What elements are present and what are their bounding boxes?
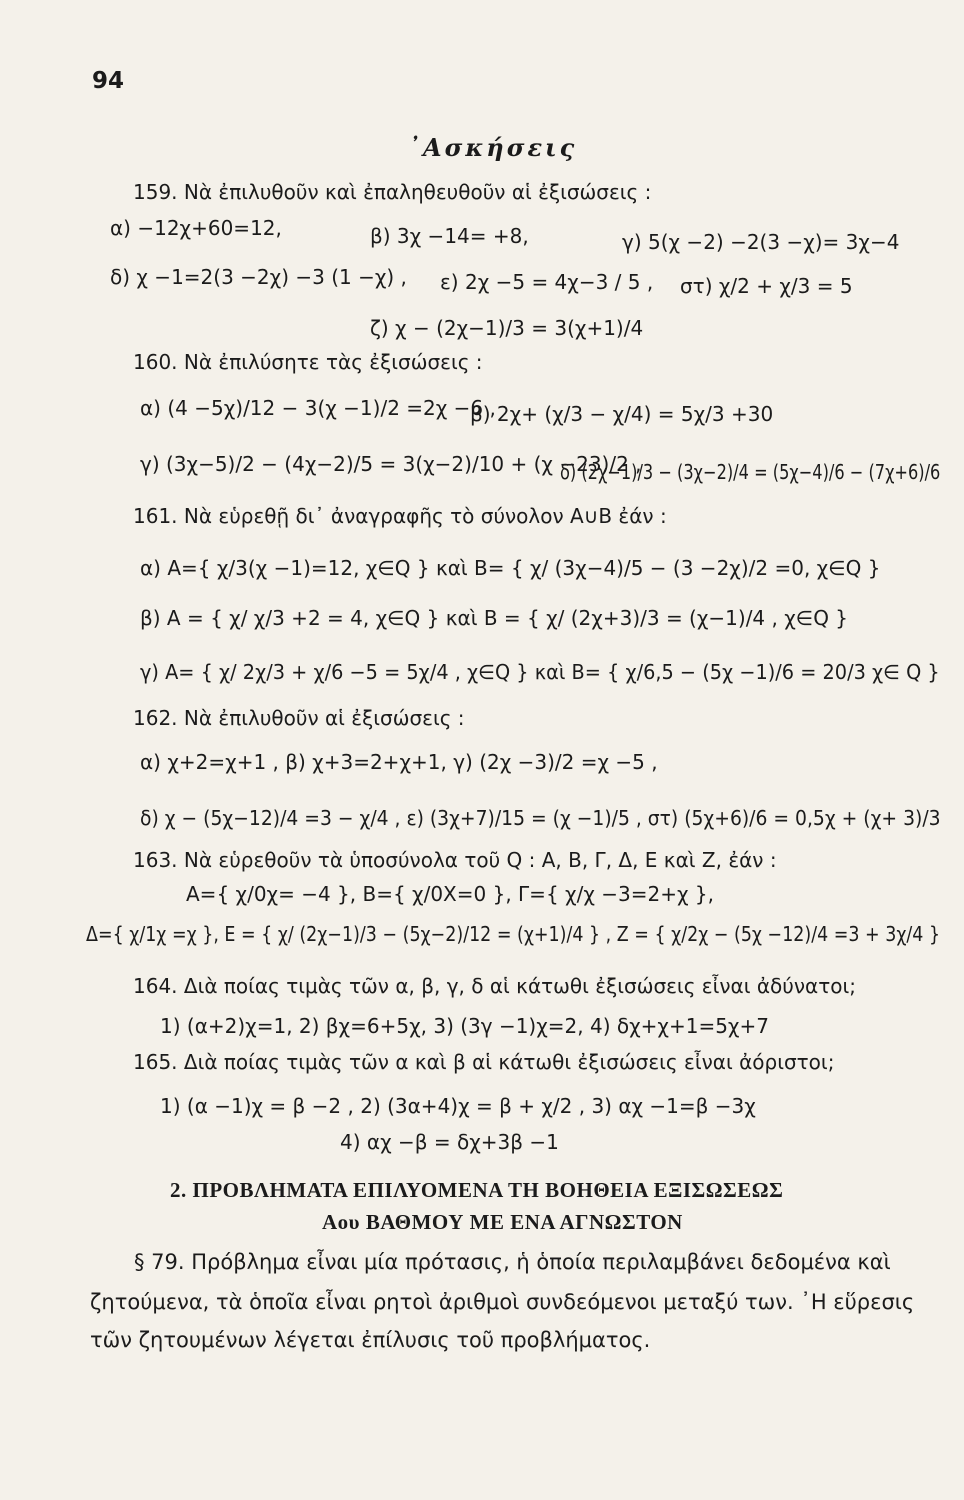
exercise-162-a: α) χ+2=χ+1 , β) χ+3=2+χ+1, γ) (2χ −3)/2 =χ −5 , <box>140 750 658 774</box>
exercise-161-b: β) A = { χ/ χ/3 +2 = 4, χ∈Q } καὶ B = { χ/ (2χ+3)/3 = (χ−1)/4 , χ∈Q } <box>140 606 849 630</box>
exercise-165-items-1-3: 1) (α −1)χ = β −2 , 2) (3α+4)χ = β + χ/2 , 3) αχ −1=β −3χ <box>160 1094 756 1118</box>
section-subheading: Αου ΒΑΘΜΟΥ ΜΕ ΕΝΑ ΑΓΝΩΣΤΟΝ <box>322 1210 683 1234</box>
exercise-161-a: α) A={ χ/3(χ −1)=12, χ∈Q } καὶ B= { χ/ (3χ−4)/5 − (3 −2χ)/2 =0, χ∈Q } <box>140 556 881 580</box>
exercise-161-c: γ) A= { χ/ 2χ/3 + χ/6 −5 = 5χ/4 , χ∈Q } καὶ B= { χ/6,5 − (5χ −1)/6 = 20/3 χ∈ Q } <box>140 660 940 684</box>
exercise-164-heading: 164. Διὰ ποίας τιμὰς τῶν α, β, γ, δ αἱ κάτωθι ἐξισώσεις εἶναι ἀδύνατοι; <box>133 974 856 998</box>
exercise-160-heading: 160. Νὰ ἐπιλύσητε τὰς ἐξισώσεις : <box>133 350 483 374</box>
exercise-159-z: ζ) χ − (2χ−1)/3 = 3(χ+1)/4 <box>370 316 644 340</box>
exercise-159-heading: 159. Νὰ ἐπιλυθοῦν καὶ ἐπαληθευθοῦν αἱ ἐξισώσεις : <box>133 180 652 204</box>
exercise-162-b: δ) χ − (5χ−12)/4 =3 − χ/4 , ε) (3χ+7)/15 = (χ −1)/5 , στ) (5χ+6)/6 = 0,5χ + (χ+ 3)/3 <box>140 806 941 830</box>
exercise-165-heading: 165. Διὰ ποίας τιμὰς τῶν α καὶ β αἱ κάτωθι ἐξισώσεις εἶναι ἀόριστοι; <box>133 1050 835 1074</box>
exercise-160-c: γ) (3χ−5)/2 − (4χ−2)/5 = 3(χ−2)/10 + (χ −23)/2 , <box>140 452 642 476</box>
exercise-159-a: α) −12χ+60=12, <box>110 216 282 240</box>
exercise-160-b: β) 2χ+ (χ/3 − χ/4) = 5χ/3 +30 <box>470 402 774 426</box>
exercises-title: ᾿Ασκήσεις <box>408 133 578 162</box>
exercise-161-heading: 161. Νὰ εὑρεθῇ δι᾿ ἀναγραφῆς τὸ σύνολον A∪B ἐάν : <box>133 504 667 528</box>
exercise-160-a: α) (4 −5χ)/12 − 3(χ −1)/2 =2χ −6 , <box>140 396 496 420</box>
exercise-163-heading: 163. Νὰ εὑρεθοῦν τὰ ὑποσύνολα τοῦ Q : A, B, Γ, Δ, E καὶ Z, ἐάν : <box>133 848 777 872</box>
exercise-159-e: ε) 2χ −5 = 4χ−3 / 5 , <box>440 270 654 294</box>
paragraph-79-line-1: § 79. Πρόβλημα εἶναι μία πρότασις, ἡ ὁποία περιλαμβάνει δεδομένα καὶ <box>134 1250 891 1274</box>
paragraph-79-line-3: τῶν ζητουμένων λέγεται ἐπίλυσις τοῦ προβλήματος. <box>90 1328 651 1352</box>
exercise-164-items: 1) (α+2)χ=1, 2) βχ=6+5χ, 3) (3γ −1)χ=2, 4) δχ+χ+1=5χ+7 <box>160 1014 769 1038</box>
exercise-165-item-4: 4) αχ −β = δχ+3β −1 <box>340 1130 559 1154</box>
exercise-162-heading: 162. Νὰ ἐπιλυθοῦν αἱ ἐξισώσεις : <box>133 706 465 730</box>
page-number: 94 <box>92 68 125 94</box>
exercise-160-d: δ) (2χ−1)/3 − (3χ−2)/4 = (5χ−4)/6 − (7χ+6)/6 <box>560 460 941 484</box>
exercise-159-st: στ) χ/2 + χ/3 = 5 <box>680 274 853 298</box>
section-heading: 2. ΠΡΟΒΛΗΜΑΤΑ ΕΠΙΛΥΟΜΕΝΑ ΤΗ ΒΟΗΘΕΙΑ ΕΞΙΣΩΣΕΩΣ <box>170 1178 784 1202</box>
exercise-163-a: A={ χ/0χ= −4 }, B={ χ/0X=0 }, Γ={ χ/χ −3=2+χ }, <box>186 882 714 906</box>
paragraph-79-line-2: ζητούμενα, τὰ ὁποῖα εἶναι ρητοὶ ἀριθμοὶ συνδεόμενοι μεταξύ των. ᾿Η εὕρεσις <box>90 1290 915 1314</box>
exercise-159-c: γ) 5(χ −2) −2(3 −χ)= 3χ−4 <box>622 230 900 254</box>
exercise-159-b: β) 3χ −14= +8, <box>370 224 529 248</box>
exercise-159-d: δ) χ −1=2(3 −2χ) −3 (1 −χ) , <box>110 265 407 289</box>
exercise-163-b: Δ={ χ/1χ =χ }, E = { χ/ (2χ−1)/3 − (5χ−2)/12 = (χ+1)/4 } , Z = { χ/2χ − (5χ −12)/4 =3 + 3χ/4 } <box>86 922 941 946</box>
